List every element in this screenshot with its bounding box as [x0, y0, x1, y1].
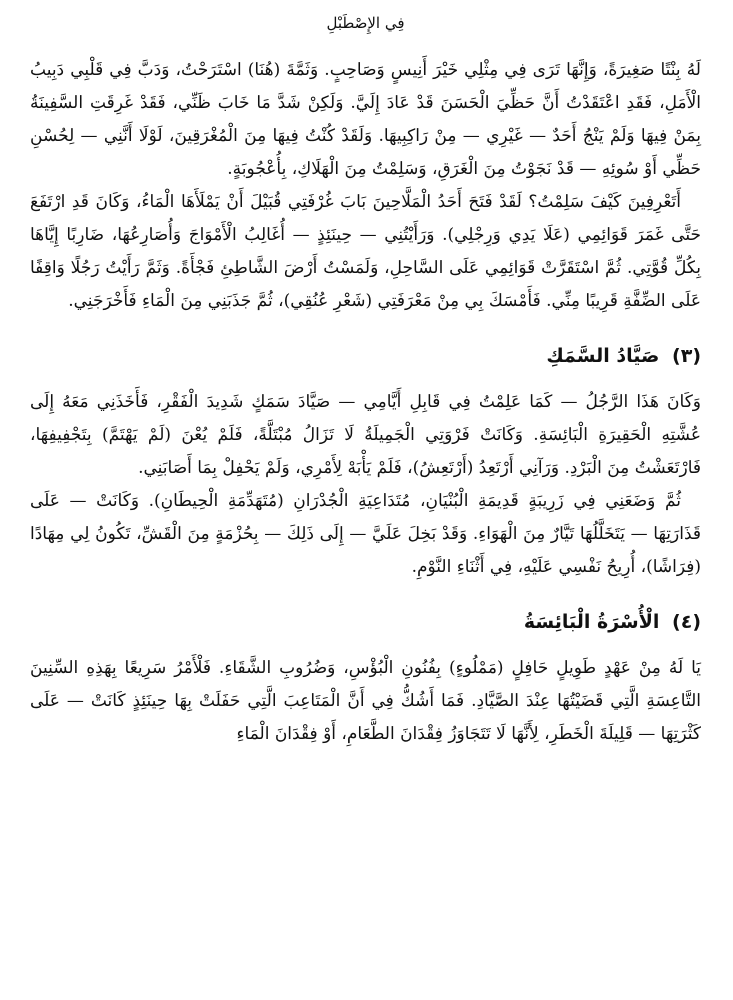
section-number: (٣) — [672, 345, 701, 367]
paragraph: يَا لَهُ مِنْ عَهْدٍ طَوِيلٍ حَافِلٍ (مَمْلُوءٍ) بِفُنُونِ الْبُؤْسِ، وَضُرُوبِ الشَّقَاءِ. فَلْأَمْرُ سَرِيعًا بِهَذِهِ السِّنِينَ التَّاعِسَةِ الَّتِي قَضَيْتُهَا عِنْدَ الصَّيَّادِ. فَمَا أَشُكُّ فِي أَنَّ الْمَتَاعِبَ الَّتِي حَفَلَتْ بِهَا حِينَئِذٍ كَانَتْ — عَلَى كَثْرَتِهَا — قَلِيلَةَ الْخَطَرِ، لِأَنَّهَا لَا تَتَجَاوَزُ فِقْدَانَ الطَّعَامِ، أَوْ فِقْدَانَ الْمَاءِ — [30, 658, 701, 744]
section-number: (٤) — [672, 611, 701, 633]
running-title: فِي الإِصْطَبْلِ — [326, 14, 405, 32]
paragraph: أَتَعْرِفِينَ كَيْفَ سَلِمْتُ؟ لَقَدْ فَتَحَ أَحَدُ الْمَلَّاحِينَ بَابَ غُرْفَتِي قُبَيْلَ أَنْ يَمْلَأَهَا الْمَاءُ، وَكَانَ قَدِ ارْتَفَعَ حَتَّى غَمَرَ قَوَائِمِي (عَلَا يَدِي وَرِجْلِي). وَرَأَيْتُنِي — حِينَئِذٍ — أُغَالِبُ الْأَمْوَاجَ وَأُصَارِعُهَا، ضَارِبًا إِيَّاهَا بِكُلِّ قُوَّتِي. ثُمَّ اسْتَقَرَّتْ قَوَائِمِي عَلَى السَّاحِلِ، وَلَمَسْتُ أَرْضَ الشَّاطِئِ فَجْأَةً. وَثَمَّ رَأَيْتُ رَجُلًا وَاقِفًا عَلَى الضِّفَّةِ قَرِيبًا مِنِّي. فَأَمْسَكَ بِي مِنْ مَعْرَفَتِي (شَعْرِ عُنُقِي)، ثُمَّ جَذَبَنِي مِنَ الْمَاءِ فَأَخْرَجَنِي. — [30, 192, 701, 311]
section-title: الْأُسْرَةُ الْبَائِسَةُ — [523, 611, 660, 633]
section-heading — [30, 342, 701, 370]
paragraph: لَهُ بِنْتًا صَغِيرَةً، وَإِنَّهَا تَرَى فِي مِثْلِي خَيْرَ أَنِيسٍ وَصَاحِبٍ. وَثَمَّةَ (هُنَا) اسْتَرَحْتُ، وَدَبَّ فِي قَلْبِي دَبِيبُ الْأَمَلِ، فَقَدِ اعْتَقَدْتُ أَنَّ حَظِّيَ الْحَسَنَ قَدْ عَادَ إِلَيَّ. وَلَكِنْ شَدَّ مَا خَابَ ظَنِّي، فَقَدْ غَرِقَتِ السَّفِينَةُ بِمَنْ فِيهَا وَلَمْ يَنْجُ أَحَدٌ — غَيْرِي — مِنْ رَاكِبِيهَا. وَلَقَدْ كُنْتُ فِيهَا مِنَ الْمُغْرَقِينَ، لَوْلَا أَنَّنِي — لِحُسْنِ حَظِّي أَوْ سُوئِهِ — قَدْ نَجَوْتُ مِنَ الْغَرَقِ، وَسَلِمْتُ مِنَ الْهَلَاكِ، بِأُعْجُوبَةٍ. — [30, 60, 701, 179]
paragraph: وَكَانَ هَذَا الرَّجُلُ — كَمَا عَلِمْتُ فِي قَابِلِ أَيَّامِي — صَيَّادَ سَمَكٍ شَدِيدَ الْفَقْرِ، فَأَخَذَنِي مَعَهُ إِلَى عُشَّتِهِ الْحَقِيرَةِ الْبَائِسَةِ. وَكَانَتْ فَرْوَتِي الْجَمِيلَةُ لَا تَزَالُ مُبْتَلَّةً، فَلَمْ يُعْنَ (لَمْ يَهْتَمَّ) بِتَجْفِيفِهَا، فَارْتَعَشْتُ مِنَ الْبَرْدِ. وَرَآنِي أَرْتَعِدُ (أَرْتَعِشُ)، فَلَمْ يَأْبَهْ لِأَمْرِي، وَلَمْ يَحْفِلْ بِمَا أَصَابَنِي. — [30, 392, 701, 478]
section-poor-family — [30, 608, 701, 751]
paragraph: ثُمَّ وَضَعَنِي فِي زَرِيبَةٍ قَدِيمَةِ الْبُنْيَانِ، مُتَدَاعِيَةِ الْجُدْرَانِ (مُتَهَدِّمَةِ الْحِيطَانِ). وَكَانَتْ — عَلَى قَذَارَتِهَا — يَتَخَلَّلُهَا تَيَّارٌ مِنَ الْهَوَاءِ. وَقَدْ بَخِلَ عَلَيَّ — إِلَى ذَلِكَ — بِحُزْمَةٍ مِنَ الْقَشِّ، تَكُونُ لِي مِهَادًا (فِرَاشًا)، أُرِيحُ نَفْسِي عَلَيْهِ، فِي أَثْنَاءِ النَّوْمِ. — [30, 491, 701, 577]
section-fisherman — [30, 342, 701, 584]
section-heading — [30, 608, 701, 636]
section-title: صَيَّادُ السَّمَكِ — [546, 345, 660, 367]
